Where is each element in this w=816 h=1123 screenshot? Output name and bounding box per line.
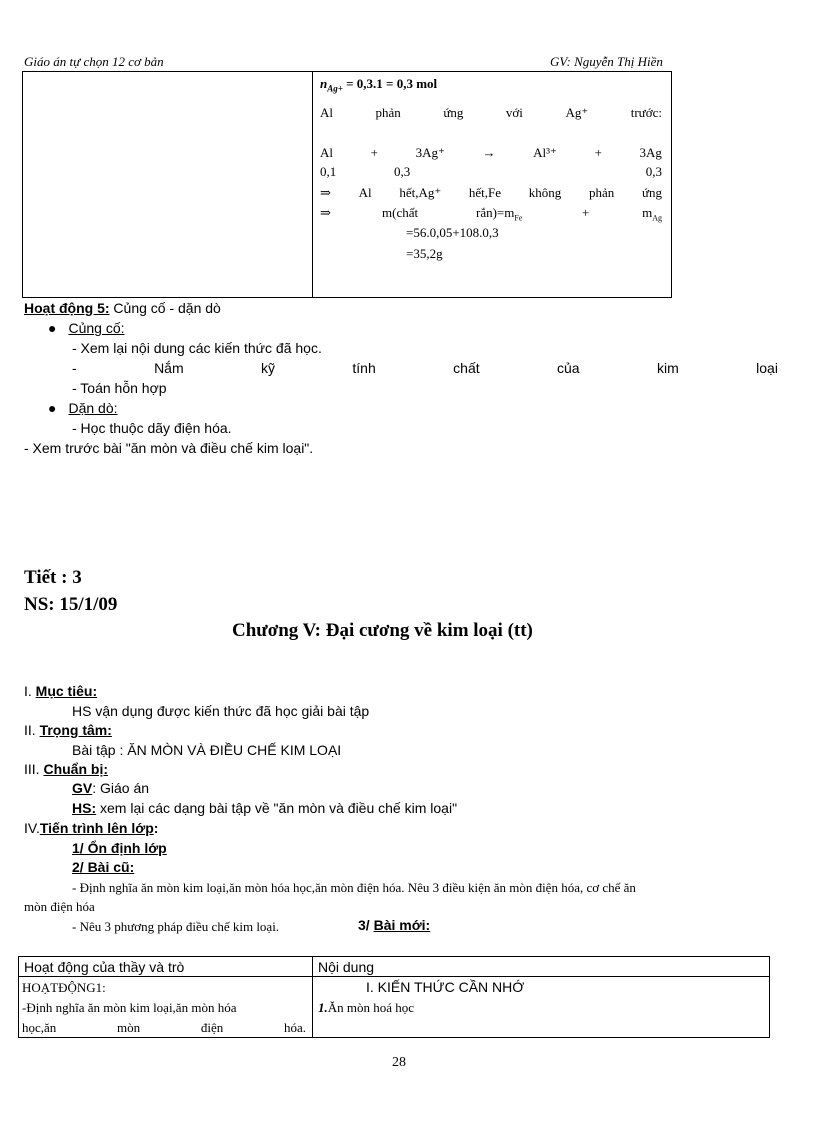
knowledge-item: 1.Ăn mòn hoá học [318, 1000, 415, 1015]
prep-teacher: GV: Giáo án [72, 780, 150, 796]
step-new-lesson: 3/ Bài mới: [358, 917, 431, 933]
mass-calc: =56.0,05+108.0,3 [406, 225, 499, 240]
step-stabilize: 1/ Ổn định lớp [72, 840, 167, 856]
activity1-text: -Định nghĩa ăn mòn kim loại,ăn mòn hóa [22, 1000, 237, 1015]
cung-co-item: - Xem lại nội dung các kiến thức đã học. [72, 340, 322, 356]
activity1-text-cont: học,ăn mòn điện hóa. [22, 1020, 306, 1035]
col-header-content: Nội dung [318, 959, 375, 975]
focus-text: Bài tập : ĂN MÒN VÀ ĐIỀU CHẾ KIM LOẠI [72, 742, 342, 758]
dan-do-item: - Học thuộc dãy điện hóa. [72, 420, 232, 436]
bottom-table-divider [312, 956, 313, 1038]
cung-co-item: - Nắm kỹ tính chất của kim loại [72, 360, 778, 376]
lesson-number: Tiết : 3 [24, 567, 82, 588]
bullet-dan-do: ● Dặn dò: [48, 400, 118, 416]
objectives-text: HS vận dụng được kiến thức đã học giải bài tập [72, 703, 370, 719]
conclusion-line: ⇒ Al hết,Ag⁺ hết,Fe không phản ứng [320, 185, 662, 200]
lesson-date: NS: 15/1/09 [24, 594, 118, 615]
section-procedure: IV.Tiến trình lên lớp: [24, 820, 159, 836]
section-focus: II. Trọng tâm: [24, 722, 112, 738]
reaction-moles: 0,1 0,3 0,3 [320, 164, 662, 179]
bottom-table-header-rule [18, 976, 770, 977]
activity5-heading: Hoạt động 5: Củng cố - dặn dò [24, 300, 221, 316]
top-table-divider [312, 71, 313, 298]
step-review: 2/ Bài cũ: [72, 859, 135, 875]
review-question: - Định nghĩa ăn mòn kim loại,ăn mòn hóa học,ăn mòn điện hóa. Nêu 3 điều kiện ăn mòn điện hóa, cơ chế ăn [72, 880, 636, 895]
header-left: Giáo án tự chọn 12 cơ bản [24, 54, 164, 69]
bullet-icon: ● [48, 400, 57, 416]
knowledge-heading: I. KIẾN THỨC CẦN NHỚ [366, 979, 525, 995]
page-number: 28 [392, 1055, 406, 1070]
dan-do-item: - Xem trước bài "ăn mòn và điều chế kim loại". [24, 440, 314, 456]
bullet-cung-co: ● Củng cố: [48, 320, 125, 336]
section-preparation: III. Chuẩn bị: [24, 761, 108, 777]
review-question: - Nêu 3 phương pháp điều chế kim loại. [72, 919, 280, 934]
header-right: GV: Nguyễn Thị Hiền [550, 54, 663, 69]
line-al-reacts: Al phản ứng với Ag⁺ trước: [320, 105, 662, 120]
mass-line: ⇒ m(chất $rắn)=m_{Fe}$ + $m_{Ag}$ [320, 205, 662, 223]
bullet-icon: ● [48, 320, 57, 336]
col-header-activities: Hoạt động của thầy và trò [24, 959, 185, 975]
mass-result: =35,2g [406, 246, 443, 261]
chapter-title: Chương V: Đại cương về kim loại (tt) [232, 620, 533, 641]
review-question-cont: mòn điện hóa [24, 899, 95, 914]
cung-co-item: - Toán hỗn hợp [72, 380, 167, 396]
formula-mol: $n_{Ag+} = 0,3.1 = 0,3$ mol [320, 76, 438, 94]
activity1-label: HOẠTĐỘNG1: [22, 980, 106, 995]
section-objectives: I. Mục tiêu: [24, 683, 98, 699]
prep-students: HS: xem lại các dạng bài tập về "ăn mòn và điều chế kim loại" [72, 800, 458, 816]
reaction-equation: Al + 3Ag⁺ → Al³⁺ + 3Ag [320, 145, 662, 160]
